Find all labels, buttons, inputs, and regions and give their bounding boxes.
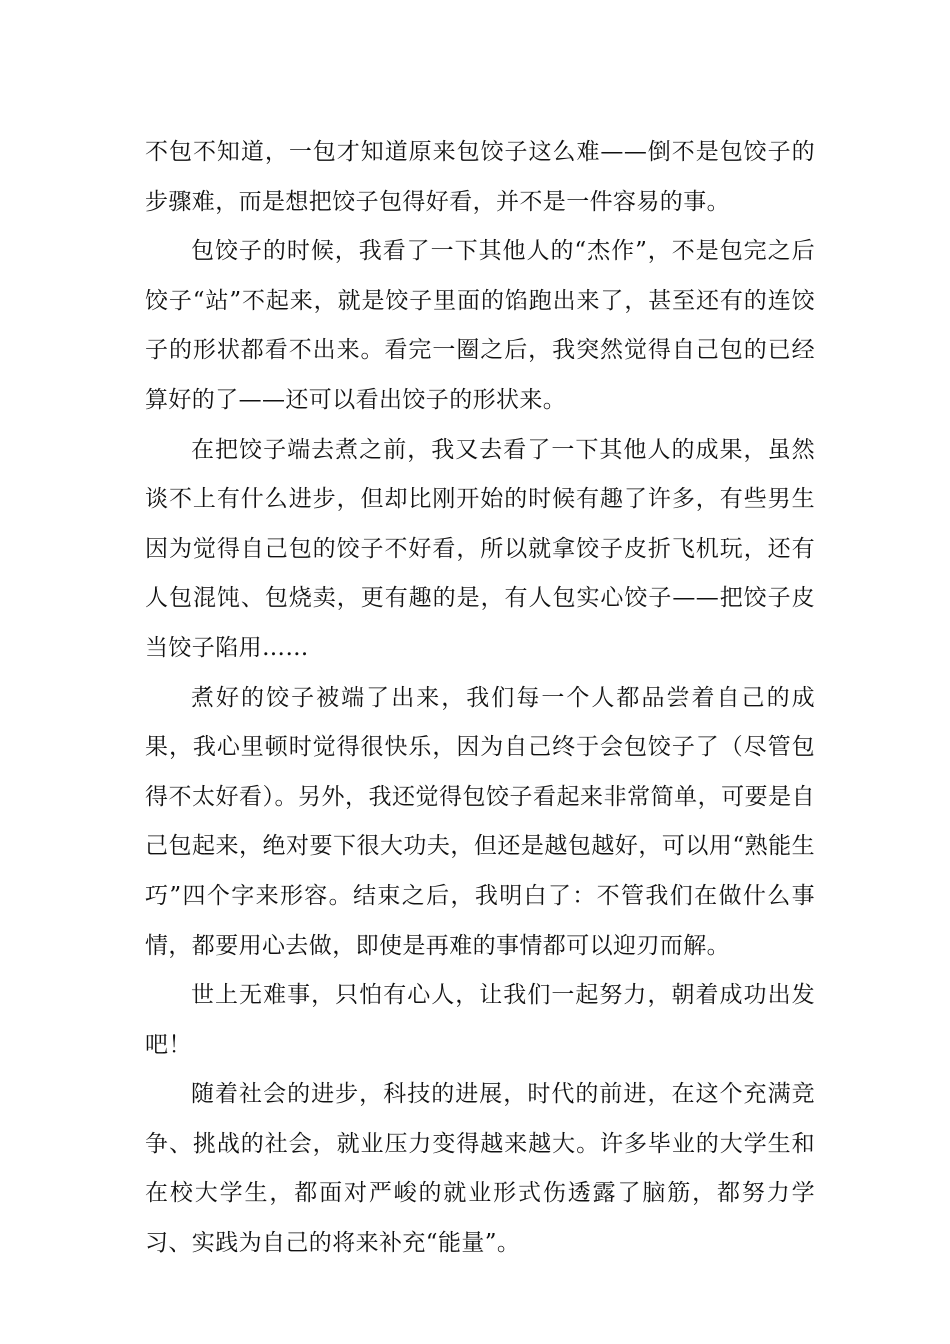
paragraph-others-dumplings: 包饺子的时候，我看了一下其他人的“杰作”，不是包完之后饺子“站”不起来，就是饺子里面的馅跑出来了，甚至还有的连饺子的形状都看不出来。看完一圈之后，我突然觉得自己包的已经算好的了——还可以看出饺子的形状来。: [145, 238, 815, 413]
paragraph-before-cooking: 在把饺子端去煮之前，我又去看了一下其他人的成果，虽然谈不上有什么进步，但却比刚开始的时候有趣了许多，有些男生因为觉得自己包的饺子不好看，所以就拿饺子皮折飞机玩，还有人包混饨、包烧卖，更有趣的是，有人包实心饺子——把饺子皮当饺子陷用……: [145, 436, 815, 661]
paragraph-continuation: 不包不知道，一包才知道原来包饺子这么难——倒不是包饺子的步骤难，而是想把饺子包得好看，并不是一件容易的事。: [145, 139, 815, 215]
paragraph-employment: 随着社会的进步，科技的进展，时代的前进，在这个充满竞争、挑战的社会，就业压力变得越来越大。许多毕业的大学生和在校大学生，都面对严峻的就业形式伤透露了脑筋，都努力学习、实践为自己的将来补充“能量”。: [145, 1081, 815, 1257]
document-body: [145, 128, 815, 1269]
paragraph-tasting: 煮好的饺子被端了出来，我们每一个人都品尝着自己的成果，我心里顿时觉得很快乐，因为自己终于会包饺子了（尽管包得不太好看）。另外，我还觉得包饺子看起来非常简单，可要是自己包起来，绝对要下很大功夫，但还是越包越好，可以用“熟能生巧”四个字来形容。结束之后，我明白了：不管我们在做什么事情，都要用心去做，即使是再难的事情都可以迎刃而解。: [145, 684, 815, 959]
paragraph-motto: 世上无难事，只怕有心人，让我们一起努力，朝着成功出发吧！: [145, 982, 815, 1058]
